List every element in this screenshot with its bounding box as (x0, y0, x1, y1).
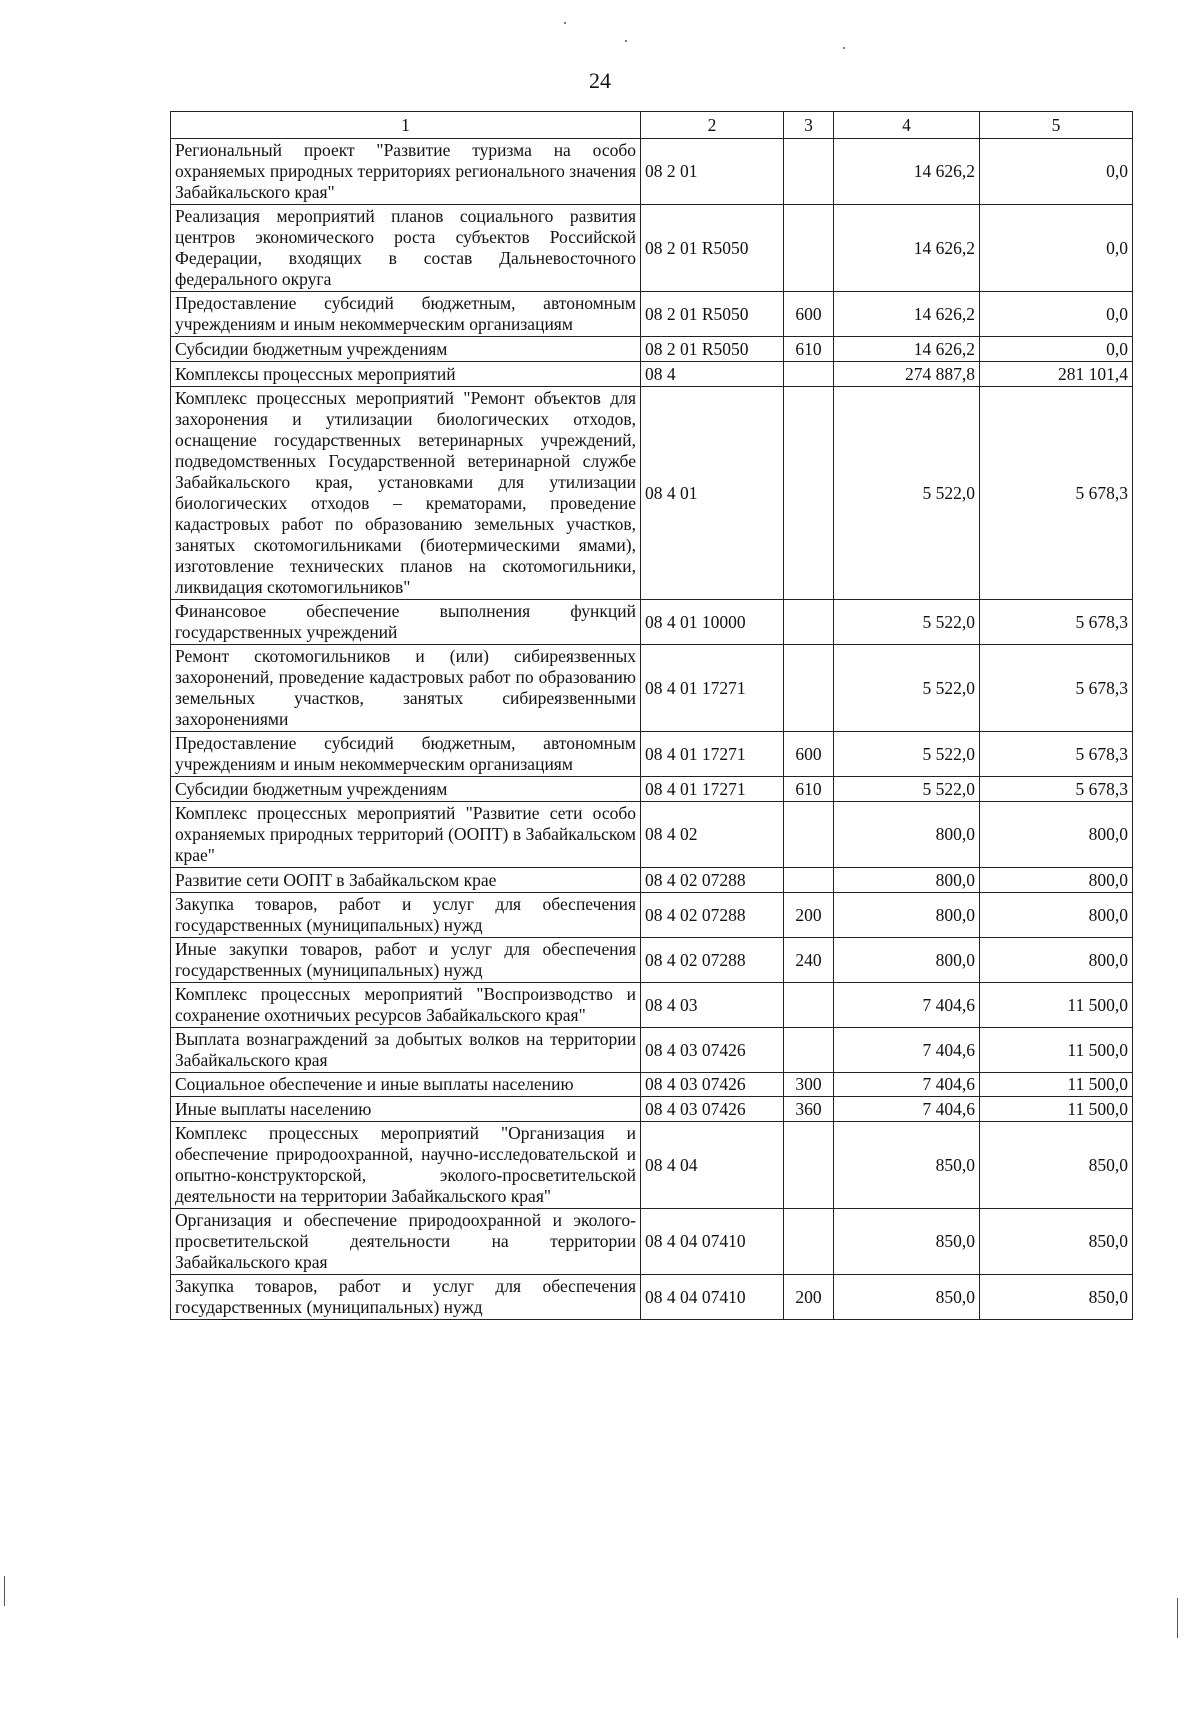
table-row (171, 600, 1133, 645)
row-value-2: 850,0 (980, 1209, 1133, 1275)
row-value-2: 800,0 (980, 802, 1133, 868)
table-row (171, 893, 1133, 938)
row-code: 08 4 01 10000 (641, 600, 784, 645)
table-row (171, 1097, 1133, 1122)
row-type: 200 (784, 893, 834, 938)
row-code: 08 2 01 R5050 (641, 292, 784, 337)
row-name: Иные выплаты населению (171, 1097, 641, 1122)
scan-speck (564, 22, 566, 24)
row-value-1: 800,0 (834, 802, 980, 868)
row-value-1: 14 626,2 (834, 292, 980, 337)
row-value-1: 14 626,2 (834, 139, 980, 205)
row-value-1: 5 522,0 (834, 600, 980, 645)
table-row (171, 1073, 1133, 1097)
row-value-1: 5 522,0 (834, 645, 980, 732)
table-row (171, 362, 1133, 387)
row-name: Финансовое обеспечение выполнения функций государственных учреждений (171, 600, 641, 645)
row-value-2: 11 500,0 (980, 1073, 1133, 1097)
row-name: Реализация мероприятий планов социального развития центров экономического роста субъектов Российской Федерации, входящих в состав Дальневосточного федерального округа (171, 205, 641, 292)
row-name: Региональный проект "Развитие туризма на особо охраняемых природных территориях регионального значения Забайкальского края" (171, 139, 641, 205)
row-type (784, 600, 834, 645)
table-row (171, 205, 1133, 292)
row-value-2: 800,0 (980, 893, 1133, 938)
row-type (784, 139, 834, 205)
row-value-1: 800,0 (834, 938, 980, 983)
row-code: 08 4 03 07426 (641, 1097, 784, 1122)
row-code: 08 4 01 (641, 387, 784, 600)
row-name: Комплекс процессных мероприятий "Ремонт объектов для захоронения и утилизации биологических отходов, оснащение государственных ветеринарных учреждений, подведомственных Государственной ветеринарной службе Забайкальского края, установками для утилизации биологических отходов – крематорами, проведение кадастровых работ по образованию земельных участков, занятых скотомогильниками (биотермическими ямами), изготовление технических планов на скотомогильники, ликвидация скотомогильников" (171, 387, 641, 600)
scan-speck (1177, 1598, 1178, 1638)
row-value-1: 5 522,0 (834, 387, 980, 600)
row-value-1: 850,0 (834, 1275, 980, 1320)
row-value-1: 274 887,8 (834, 362, 980, 387)
table-row (171, 983, 1133, 1028)
row-name: Выплата вознаграждений за добытых волков на территории Забайкальского края (171, 1028, 641, 1073)
row-code: 08 4 01 17271 (641, 777, 784, 802)
header-cell-value-2: 5 (980, 112, 1133, 139)
scan-speck (843, 47, 845, 49)
row-type (784, 1122, 834, 1209)
header-cell-type: 3 (784, 112, 834, 139)
row-value-1: 14 626,2 (834, 205, 980, 292)
table-row (171, 802, 1133, 868)
row-value-2: 11 500,0 (980, 1028, 1133, 1073)
table-row (171, 645, 1133, 732)
row-type (784, 387, 834, 600)
row-name: Комплекс процессных мероприятий "Развитие сети особо охраняемых природных территорий (ООПТ) в Забайкальском крае" (171, 802, 641, 868)
row-type: 610 (784, 777, 834, 802)
row-value-2: 0,0 (980, 139, 1133, 205)
row-code: 08 4 01 17271 (641, 732, 784, 777)
row-code: 08 4 03 (641, 983, 784, 1028)
row-type (784, 1028, 834, 1073)
row-type: 300 (784, 1073, 834, 1097)
row-type: 360 (784, 1097, 834, 1122)
row-value-2: 850,0 (980, 1275, 1133, 1320)
row-code: 08 2 01 R5050 (641, 337, 784, 362)
table-row (171, 1122, 1133, 1209)
table-row (171, 1275, 1133, 1320)
row-code: 08 4 04 (641, 1122, 784, 1209)
row-name: Закупка товаров, работ и услуг для обеспечения государственных (муниципальных) нужд (171, 1275, 641, 1320)
header-row (171, 112, 1133, 139)
row-value-2: 281 101,4 (980, 362, 1133, 387)
row-name: Субсидии бюджетным учреждениям (171, 337, 641, 362)
row-value-1: 5 522,0 (834, 732, 980, 777)
row-code: 08 2 01 (641, 139, 784, 205)
row-value-2: 850,0 (980, 1122, 1133, 1209)
row-value-2: 5 678,3 (980, 732, 1133, 777)
row-value-1: 850,0 (834, 1122, 980, 1209)
row-name: Субсидии бюджетным учреждениям (171, 777, 641, 802)
row-value-2: 5 678,3 (980, 645, 1133, 732)
row-value-1: 7 404,6 (834, 1097, 980, 1122)
row-name: Иные закупки товаров, работ и услуг для обеспечения государственных (муниципальных) нужд (171, 938, 641, 983)
row-value-2: 800,0 (980, 938, 1133, 983)
table-row (171, 868, 1133, 893)
row-type: 200 (784, 1275, 834, 1320)
row-value-1: 7 404,6 (834, 1073, 980, 1097)
scan-speck (625, 40, 627, 42)
row-type: 600 (784, 732, 834, 777)
row-code: 08 4 01 17271 (641, 645, 784, 732)
row-type (784, 645, 834, 732)
row-value-2: 0,0 (980, 205, 1133, 292)
table-row (171, 139, 1133, 205)
row-type: 610 (784, 337, 834, 362)
page-number: 24 (589, 68, 611, 93)
row-code: 08 4 02 07288 (641, 938, 784, 983)
table-row (171, 732, 1133, 777)
row-type (784, 983, 834, 1028)
row-name: Комплекс процессных мероприятий "Организация и обеспечение природоохранной, научно-исследовательской и опытно-конструкторской, эколого-просветительской деятельности на территории Забайкальского края" (171, 1122, 641, 1209)
row-value-1: 850,0 (834, 1209, 980, 1275)
row-name: Организация и обеспечение природоохранной и эколого-просветительской деятельности на территории Забайкальского края (171, 1209, 641, 1275)
row-value-2: 11 500,0 (980, 1097, 1133, 1122)
row-name: Предоставление субсидий бюджетным, автономным учреждениям и иным некоммерческим организациям (171, 292, 641, 337)
row-value-2: 800,0 (980, 868, 1133, 893)
row-code: 08 4 03 07426 (641, 1028, 784, 1073)
row-code: 08 4 02 07288 (641, 868, 784, 893)
row-value-1: 800,0 (834, 868, 980, 893)
row-name: Комплекс процессных мероприятий "Воспроизводство и сохранение охотничьих ресурсов Забайкальского края" (171, 983, 641, 1028)
table-row (171, 292, 1133, 337)
header-cell-value-1: 4 (834, 112, 980, 139)
row-type (784, 205, 834, 292)
row-value-1: 14 626,2 (834, 337, 980, 362)
row-value-1: 7 404,6 (834, 983, 980, 1028)
row-value-1: 5 522,0 (834, 777, 980, 802)
table-row (171, 1028, 1133, 1073)
scan-speck (4, 1576, 5, 1606)
table-row (171, 387, 1133, 600)
row-code: 08 4 03 07426 (641, 1073, 784, 1097)
row-name: Закупка товаров, работ и услуг для обеспечения государственных (муниципальных) нужд (171, 893, 641, 938)
table-row (171, 337, 1133, 362)
row-type (784, 802, 834, 868)
row-code: 08 4 02 (641, 802, 784, 868)
table-row (171, 938, 1133, 983)
row-code: 08 4 04 07410 (641, 1275, 784, 1320)
row-type: 240 (784, 938, 834, 983)
row-code: 08 4 (641, 362, 784, 387)
row-value-2: 0,0 (980, 337, 1133, 362)
row-name: Предоставление субсидий бюджетным, автономным учреждениям и иным некоммерческим организациям (171, 732, 641, 777)
row-name: Комплексы процессных мероприятий (171, 362, 641, 387)
row-name: Развитие сети ООПТ в Забайкальском крае (171, 868, 641, 893)
row-type (784, 1209, 834, 1275)
table-row (171, 1209, 1133, 1275)
row-value-2: 0,0 (980, 292, 1133, 337)
row-type: 600 (784, 292, 834, 337)
row-value-2: 5 678,3 (980, 600, 1133, 645)
row-value-1: 800,0 (834, 893, 980, 938)
header-cell-name: 1 (171, 112, 641, 139)
row-type (784, 868, 834, 893)
budget-table (170, 111, 1133, 1320)
row-code: 08 4 02 07288 (641, 893, 784, 938)
row-value-2: 11 500,0 (980, 983, 1133, 1028)
row-value-1: 7 404,6 (834, 1028, 980, 1073)
row-value-2: 5 678,3 (980, 777, 1133, 802)
row-type (784, 362, 834, 387)
row-code: 08 4 04 07410 (641, 1209, 784, 1275)
row-value-2: 5 678,3 (980, 387, 1133, 600)
row-code: 08 2 01 R5050 (641, 205, 784, 292)
header-cell-code: 2 (641, 112, 784, 139)
row-name: Ремонт скотомогильников и (или) сибиреязвенных захоронений, проведение кадастровых работ по образованию земельных участков, занятых сибиреязвенными захоронениями (171, 645, 641, 732)
table-body (171, 139, 1133, 1320)
table-row (171, 777, 1133, 802)
row-name: Социальное обеспечение и иные выплаты населению (171, 1073, 641, 1097)
